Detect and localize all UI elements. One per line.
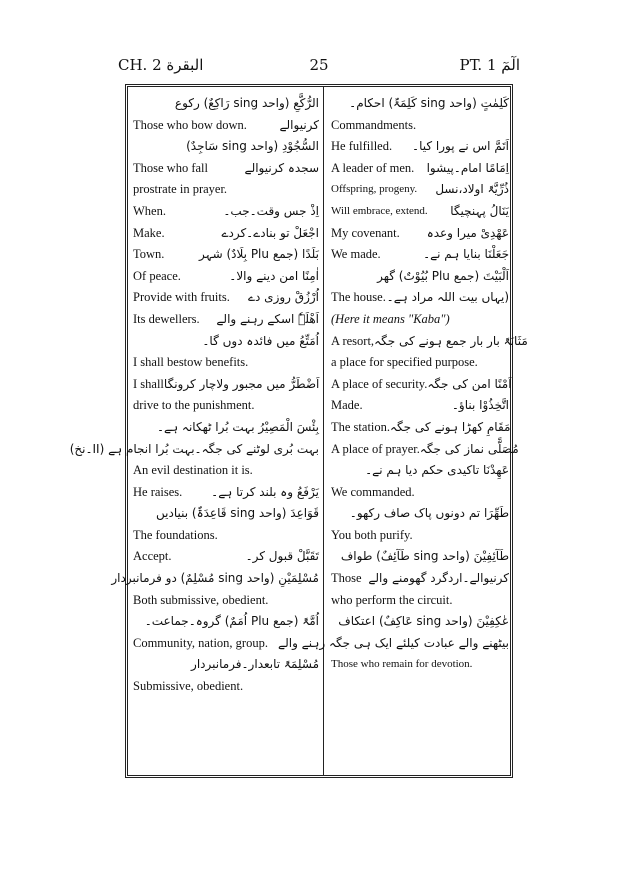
column-divider [323, 87, 324, 775]
english-text: drive to the punishment. [133, 398, 255, 413]
glossary-line [133, 546, 319, 568]
header-part: PT. 1 الٓمٓ [459, 56, 520, 74]
urdu-text: مُسْلِمَۃً تابعدار۔فرمانبردار [191, 657, 319, 672]
urdu-text: قَوَاعِدَ (واحد sing قَاعِدَۃٌ) بنیادیں [156, 506, 319, 521]
glossary-line [133, 352, 319, 374]
header-chapter: CH. 2 البقرة [118, 56, 204, 74]
glossary-line [133, 201, 319, 223]
urdu-text: بیٹھنے والے عبادت کیلئے ایک ہی جگہ رہنے والے [278, 635, 509, 650]
glossary-line [331, 309, 509, 331]
glossary-line [331, 287, 509, 309]
glossary-line [331, 136, 509, 158]
glossary-line [331, 179, 509, 201]
glossary-line [331, 201, 509, 223]
urdu-text: بَلَدًا (جمع Plu بِلَادٌ) شہر [198, 247, 319, 262]
glossary-line [331, 266, 509, 288]
urdu-text: ذُرِّیَّۃً اولاد،نسل [435, 182, 509, 197]
urdu-text: کَلِمٰتٍ (واحد sing کَلِمَۃٌ) احکام۔ [349, 96, 509, 110]
glossary-line [331, 654, 509, 676]
english-text: The station. [331, 419, 391, 434]
urdu-text: مُصَلًّی نماز کی جگہ [419, 441, 519, 456]
glossary-line [331, 223, 509, 245]
english-text: Submissive, obedient. [133, 679, 244, 694]
urdu-text: اُمَتِّعُ میں فائدہ دوں گا۔ [202, 333, 319, 348]
glossary-line [133, 460, 319, 482]
glossary-line [331, 352, 509, 374]
urdu-text: بہت بُری لوٹنے کی جگہ۔بہت بُرا انجام ہے (II۔نخ) [69, 441, 319, 456]
urdu-text: اٰمِنًا امن دینے والا۔ [229, 268, 319, 283]
glossary-line [133, 676, 319, 698]
urdu-text: جَعَلْنَا بنایا ہم نے۔ [423, 247, 509, 262]
urdu-text: (یہاں بیت اللہ مراد ہے۔ [386, 290, 509, 305]
english-text: Its dewellers. [133, 311, 200, 326]
glossary-line [331, 115, 509, 137]
glossary-line [331, 374, 512, 396]
english-text: Those who remain for devotion. [331, 658, 473, 671]
english-text: Accept. [133, 549, 172, 564]
glossary-line [331, 158, 509, 180]
urdu-text: عَھْدِیْ میرا وعدہ [426, 225, 509, 240]
english-text: A place of security. [331, 376, 428, 391]
glossary-line [331, 244, 509, 266]
glossary-line [133, 266, 319, 288]
glossary-line [331, 525, 509, 547]
glossary-line [133, 611, 319, 633]
glossary-line [133, 223, 319, 245]
glossary-line [331, 395, 509, 417]
urdu-text: بِئْسَ الْمَصِیْرُ بہت بُرا ٹھکانہ ہے۔ [157, 419, 319, 434]
glossary-line [331, 611, 509, 633]
english-text: who perform the circuit. [331, 592, 453, 607]
glossary-line [331, 546, 509, 568]
english-text: Will embrace, extend. [331, 204, 428, 217]
urdu-text: کرنیوالے [279, 117, 319, 132]
english-text: Those who bow down. [133, 117, 247, 132]
glossary-line [133, 93, 319, 115]
urdu-text: کرنیوالے۔اردگرد گھومنے والے [368, 571, 509, 586]
glossary-line [133, 115, 319, 137]
english-text: My covenant. [331, 225, 400, 240]
glossary-frame [69, 84, 528, 778]
english-text: You both purify. [331, 527, 413, 542]
glossary-line [331, 590, 509, 612]
english-text: We commanded. [331, 484, 415, 499]
glossary-line [133, 331, 319, 353]
urdu-text: تَقَبَّلْ قبول کر۔ [245, 549, 319, 564]
english-text: Community, nation, group. [133, 635, 268, 650]
urdu-text: مَقَامِ کھڑا ہونے کی جگہ [390, 419, 511, 434]
english-text: Offspring, progeny. [331, 183, 418, 196]
glossary-line [133, 179, 319, 201]
urdu-text: یَرْفَعُ وہ بلند کرتا ہے۔ [211, 484, 319, 499]
urdu-text: طَھِّرَا تم دونوں پاک صاف رکھو۔ [349, 506, 509, 521]
glossary-line [69, 439, 319, 461]
glossary-line [133, 244, 319, 266]
left-column [69, 93, 320, 698]
english-text: A leader of men. [331, 160, 415, 175]
glossary-line [133, 417, 319, 439]
glossary-line [133, 482, 319, 504]
glossary-line [331, 93, 509, 115]
urdu-text: اَمْنًا امن کی جگہ [427, 376, 512, 391]
page-number: 25 [309, 56, 329, 74]
urdu-text: اِمَامًا امام۔پیشوا [426, 160, 509, 175]
urdu-text: اُمَّۃً (جمع Plu اُمَمٌ) گروہ۔جماعت۔ [144, 614, 319, 629]
english-text: He raises. [133, 484, 183, 499]
urdu-text: مَثَابَۃً بار بار جمع ہونے کی جگہ [374, 333, 528, 348]
english-text: a place for specified purpose. [331, 355, 478, 370]
glossary-line [111, 568, 319, 590]
glossary-line [133, 309, 319, 331]
english-text: The foundations. [133, 527, 218, 542]
glossary-line [133, 287, 319, 309]
english-text: A place of prayer. [331, 441, 420, 456]
glossary-line [331, 503, 509, 525]
urdu-text: اتَّخِذُوْا بناؤ۔ [451, 398, 509, 413]
urdu-text: اَتَمَّ اس نے پورا کیا۔ [412, 139, 509, 154]
english-text: Provide with fruits. [133, 290, 230, 305]
english-text: Of peace. [133, 268, 181, 283]
urdu-text: اَضْطَرُّ میں مجبور ولاچار کرونگا [163, 376, 320, 391]
urdu-text: اُرْزُقْ روزی دے [247, 290, 319, 305]
glossary-line [331, 568, 509, 590]
urdu-text: اجْعَلْ تو بنادے۔کردے [221, 225, 319, 240]
english-text: Commandments. [331, 117, 417, 132]
english-text: The house. [331, 290, 386, 305]
english-text: Those who fall [133, 160, 208, 175]
urdu-text: السُّجُوْدِ (واحد sing سَاجِدٌ) [186, 139, 319, 154]
glossary-line [331, 460, 509, 482]
english-text: When. [133, 203, 166, 218]
urdu-text: مُسْلِمَیْنِ (واحد sing مُسْلِمٌ) دو فرمانبردار [111, 571, 319, 586]
urdu-text: سجدہ کرنیوالے [244, 160, 319, 175]
urdu-text: الرُّكَّعِ (واحد sing رَاكِعٌ) رکوع [174, 96, 319, 110]
glossary-line [133, 654, 319, 676]
glossary-line [133, 395, 319, 417]
english-text: Both submissive, obedient. [133, 592, 269, 607]
glossary-line [133, 136, 319, 158]
english-text: A resort, [331, 333, 375, 348]
glossary-line [133, 374, 319, 396]
glossary-line [133, 158, 319, 180]
glossary-line [331, 482, 509, 504]
urdu-text: عٰکِفِیْنَ (واحد sing عَاکِفٌ) اعتکاف [338, 614, 509, 629]
english-text: (Here it means "Kaba") [331, 311, 450, 326]
urdu-text: اِذْ جس وقت۔جب۔ [223, 203, 319, 218]
urdu-text: اَھْلَہٗ اسکے رہنے والے [216, 311, 319, 326]
english-text: He fulfilled. [331, 139, 393, 154]
english-text: prostrate in prayer. [133, 182, 228, 197]
english-text: Town. [133, 247, 165, 262]
glossary-line [278, 633, 509, 655]
glossary-line [133, 525, 319, 547]
glossary-line [133, 590, 319, 612]
urdu-text: اَلْبَیْتَ (جمع Plu بُیُوْتٌ) گھر [377, 268, 509, 283]
urdu-text: یَنَالُ پہنچیگا [450, 203, 509, 218]
glossary-line [331, 417, 509, 439]
glossary-line [133, 503, 319, 525]
english-text: I shall [133, 376, 164, 391]
english-text: Those [331, 571, 362, 586]
glossary-line [331, 331, 528, 353]
english-text: An evil destination it is. [133, 463, 253, 478]
english-text: I shall bestow benefits. [133, 355, 249, 370]
glossary-line [331, 439, 519, 461]
english-text: We made. [331, 247, 381, 262]
urdu-text: طَآئِفِیْنَ (واحد sing طَآئِفٌ) طواف [340, 549, 509, 564]
english-text: Make. [133, 225, 165, 240]
english-text: Made. [331, 398, 363, 413]
urdu-text: عَھِدْنَا تاکیدی حکم دیا ہم نے۔ [365, 463, 509, 478]
